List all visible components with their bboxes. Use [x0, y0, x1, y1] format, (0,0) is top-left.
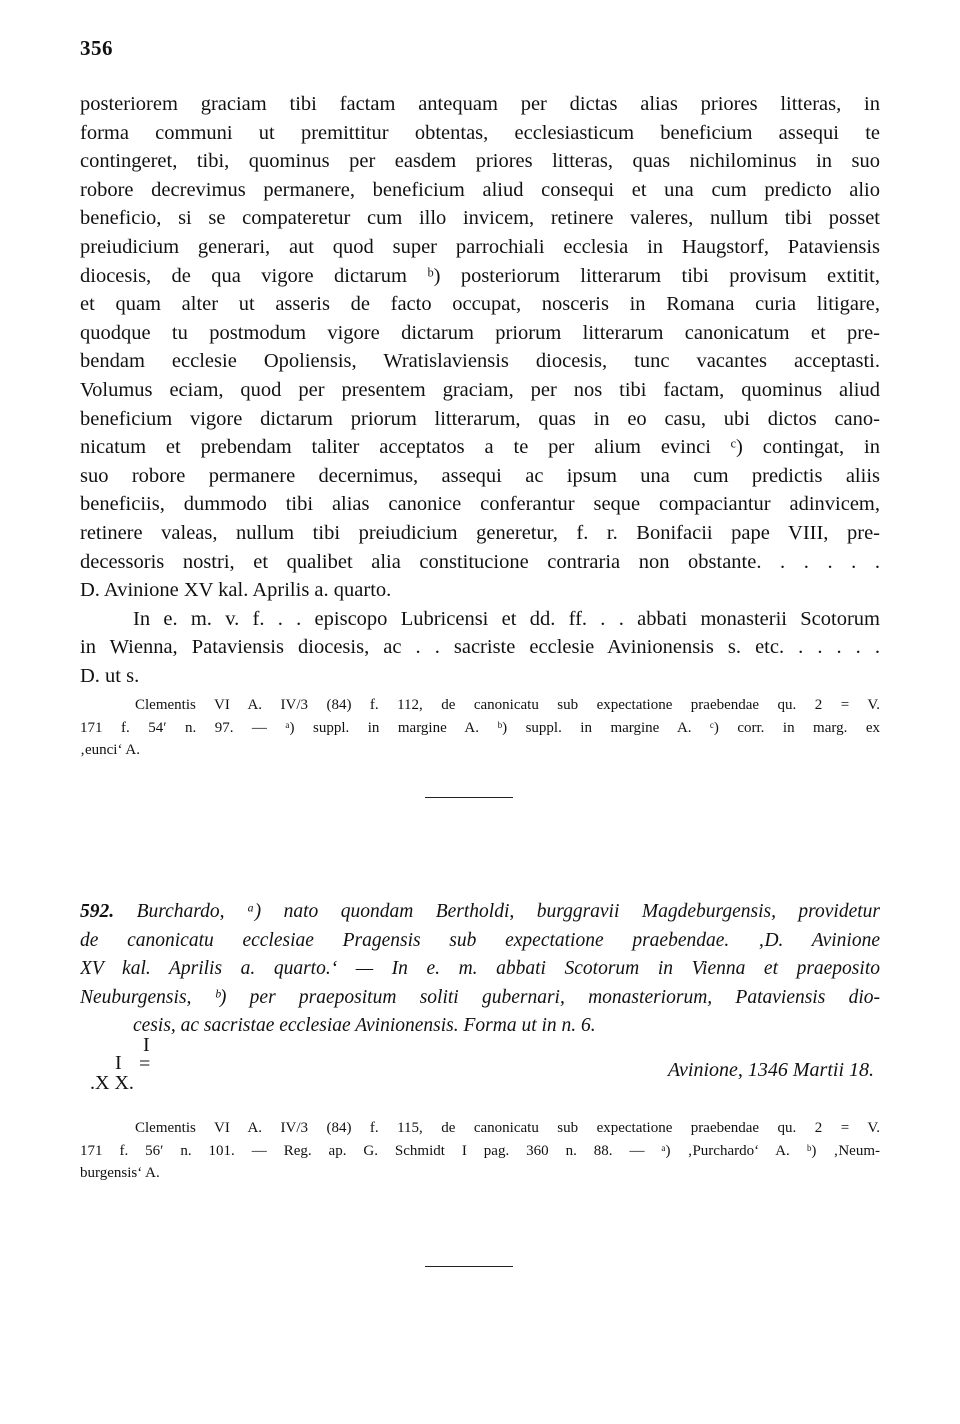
text-line: beneficium vigore dictarum priorum litterarum, quas in eo casu, ubi dictos cano- — [80, 407, 880, 430]
text-line: preiudicium generari, aut quod super parrochiali ecclesia in Haugstorf, Pataviensis — [80, 235, 880, 258]
entry-line: cesis, ac sacristae ecclesiae Avinionensis. Forma ut in n. 6. — [133, 1015, 596, 1037]
text-line: decessoris nostri, et qualibet alia constitucione contraria non obstante. . . . . . — [80, 550, 880, 573]
text-line: suo robore permanere decernimus, assequi ac ipsum una cum predictis aliis — [80, 464, 880, 487]
text-line: et quam alter ut asseris de facto occupat, nosceris in Romana curia litigare, — [80, 293, 880, 316]
main-text-block — [80, 90, 880, 690]
mark-mid-left: I — [115, 1052, 122, 1074]
footnote-line: 171 f. 54′ n. 97. — ᵃ) suppl. in margine A. ᵇ) suppl. in margine A. ᶜ) corr. in marg. ex — [80, 719, 880, 736]
entry-line: de canonicatu ecclesiae Pragensis sub expectatione praebendae. ‚D. Avinione — [80, 929, 880, 951]
entry-592 — [80, 898, 880, 1041]
entry-line — [80, 898, 880, 927]
text-line: nicatum et prebendam taliter acceptatos a te per alium evinci ᶜ) contingat, in — [80, 436, 880, 459]
text-line: quodque tu postmodum vigore dictarum priorum litterarum canonicatum et pre- — [80, 321, 880, 344]
text-line: forma communi ut premittitur obtentas, ecclesiasticum beneficium assequi te — [80, 121, 880, 144]
mark-bottom: .X X. — [90, 1072, 134, 1094]
entry-line: XV kal. Aprilis a. quarto.‘ — In e. m. abbati Scotorum in Vienna et praeposito — [80, 958, 880, 980]
text-line: contingeret, tibi, quominus per easdem priores litteras, quas nichilominus in suo — [80, 150, 880, 173]
footnote-line: ‚eunci‘ A. — [80, 742, 140, 758]
separator-rule — [425, 797, 513, 798]
entry-number: 592. — [80, 901, 115, 922]
text-line-date: D. Avinione XV kal. Aprilis a. quarto. — [80, 579, 392, 602]
text-line: retinere valeas, nullum tibi preiudicium generetur, f. r. Bonifacii pape VIII, pre- — [80, 521, 880, 544]
footnote-line: Clementis VI A. IV/3 (84) f. 115, de canonicatu sub expectatione praebendae qu. 2 = V. — [135, 1120, 880, 1136]
dateline: Avinione, 1346 Martii 18. — [667, 1059, 874, 1081]
footnote-block-2 — [80, 1117, 880, 1185]
text-line: D. ut s. — [80, 664, 140, 687]
separator-rule — [425, 1266, 513, 1267]
text-line: diocesis, de qua vigore dictarum ᵇ) posteriorum litterarum tibi provisum extitit, — [80, 264, 880, 287]
entry-line: Neuburgensis, ᵇ) per praepositum soliti gubernari, monasteriorum, Pataviensis dio- — [80, 986, 880, 1008]
text-line: bendam ecclesie Opoliensis, Wratislaviensis diocesis, tunc vacantes acceptasti. — [80, 350, 880, 373]
mark-equals: = — [139, 1053, 151, 1075]
text-line: posteriorem graciam tibi factam antequam per dictas alias priores litteras, in — [80, 93, 880, 115]
text-line-execution: In e. m. v. f. . . episcopo Lubricensi et dd. ff. . . abbati monasterii Scotorum — [133, 607, 880, 630]
entry-line-text: Burchardo, ᵃ) nato quondam Bertholdi, burggravii Magdeburgensis, providetur — [136, 901, 880, 922]
footnote-block-1 — [80, 694, 880, 762]
text-line: Volumus eciam, quod per presentem graciam, per nos tibi factam, quominus aliud — [80, 378, 880, 401]
footnote-line: burgensis‘ A. — [80, 1165, 160, 1181]
text-line: robore decrevimus permanere, beneficium aliud consequi et una cum predicto alio — [80, 178, 880, 201]
text-line: beneficiis, dummodo tibi alias canonice conferantur seque compaciantur adinvicem, — [80, 493, 880, 516]
page-number: 356 — [80, 36, 113, 60]
footnote-line: Clementis VI A. IV/3 (84) f. 112, de canonicatu sub expectatione praebendae qu. 2 = V. — [135, 697, 880, 713]
mark-top: I — [143, 1034, 150, 1056]
text-line: in Wienna, Pataviensis diocesis, ac . . sacriste ecclesie Avinionensis s. etc. . . . . . — [80, 636, 880, 659]
text-line: beneficio, si se compateretur cum illo invicem, retinere valeres, nullum tibi posset — [80, 207, 880, 230]
footnote-line: 171 f. 56′ n. 101. — Reg. ap. G. Schmidt I pag. 360 n. 88. — ᵃ) ‚Purchardo‘ A. ᵇ) ‚Neum- — [80, 1142, 880, 1159]
